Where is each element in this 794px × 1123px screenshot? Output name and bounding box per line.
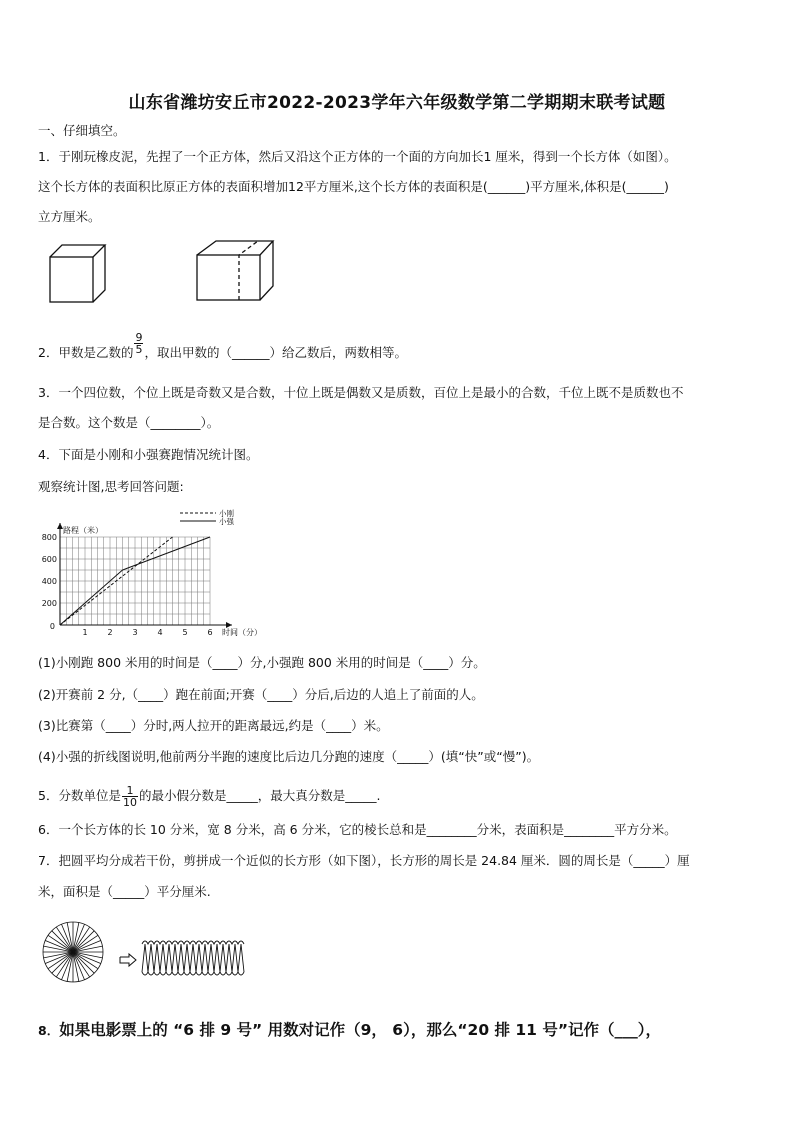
x-tick-label: 2 — [107, 628, 113, 637]
approx-rectangle — [142, 941, 244, 975]
origin-label: 0 — [49, 622, 55, 631]
x-axis-label: 时间（分） — [222, 628, 262, 637]
divided-circle — [43, 922, 103, 982]
x-tick-label: 4 — [157, 628, 163, 637]
q1-line2: 这个长方体的表面积比原正方体的表面积增加12平方厘米,这个长方体的表面积是(______)平方厘米,体积是(______) — [38, 179, 669, 194]
circle-to-rectangle-figure — [40, 918, 260, 990]
q4-line1: 4．下面是小刚和小强赛跑情况统计图。 — [38, 447, 259, 462]
section-heading: 一、仔细填空。 — [38, 123, 126, 138]
q2-fraction: $\frac{9}{5}$ — [135, 331, 143, 356]
cuboid-figure — [197, 241, 273, 300]
y-tick-label: 600 — [41, 555, 57, 564]
cube-figure — [50, 245, 105, 302]
x-tick-label: 5 — [182, 628, 188, 637]
legend-label: 小强 — [219, 517, 234, 526]
q4-line2: 观察统计图,思考回答问题: — [38, 479, 184, 494]
q6: 6．一个长方体的长 10 分米，宽 8 分米，高 6 分米，它的棱长总和是________分米，表面积是________平方分米。 — [38, 822, 677, 837]
q2: 2．甲数是乙数的 $\frac{9}{5}$ ，取出甲数的（______）给乙数后，两数相等。 — [38, 331, 407, 360]
q5: 5．分数单位是 $\frac{1}{10}$ 的最小假分数是_____，最大真分数是_____. — [38, 784, 381, 809]
q1-line1: 1．于刚玩橡皮泥，先捏了一个正方体，然后又沿这个正方体的一个面的方向加长1 厘米，得到一个长方体（如图）。 — [38, 149, 677, 164]
legend-label: 小刚 — [219, 509, 234, 518]
y-tick-label: 400 — [41, 577, 57, 586]
y-axis-label: 路程（米） — [63, 526, 103, 535]
q1-line3: 立方厘米。 — [38, 209, 101, 224]
q8: 8．如果电影票上的 “6 排 9 号” 用数对记作（9， 6），那么“20 排 11 号”记作（___）， — [38, 1021, 662, 1039]
race-line-chart — [36, 508, 276, 640]
q4-sub2: (2)开赛前 2 分,（____）跑在前面;开赛（____）分后,后边的人追上了前面的人。 — [38, 687, 484, 702]
y-tick-label: 800 — [41, 533, 57, 542]
y-tick-label: 200 — [41, 599, 57, 608]
q7-line1: 7．把圆平均分成若干份，剪拼成一个近似的长方形（如下图），长方形的周长是 24.84 厘米．圆的周长是（_____）厘 — [38, 853, 690, 868]
q5-fraction: $\frac{1}{10}$ — [122, 784, 137, 809]
x-tick-label: 6 — [207, 628, 213, 637]
x-tick-label: 1 — [82, 628, 88, 637]
arrow-icon — [120, 954, 136, 966]
q7-line2: 米，面积是（_____）平分厘米. — [38, 884, 211, 899]
q4-sub3: (3)比赛第（____）分时,两人拉开的距离最远,约是（____）米。 — [38, 718, 389, 733]
page-title: 山东省潍坊安丘市2022-2023学年六年级数学第二学期期末联考试题 — [128, 93, 666, 113]
q4-sub1: (1)小刚跑 800 米用的时间是（____）分,小强跑 800 米用的时间是（____）分。 — [38, 655, 486, 670]
q4-sub4: (4)小强的折线图说明,他前两分半跑的速度比后边几分跑的速度（_____）(填“快”或“慢”)。 — [38, 749, 540, 764]
q3-line2: 是合数。这个数是（________）。 — [38, 415, 220, 430]
cube-figures — [40, 236, 290, 316]
x-tick-label: 3 — [132, 628, 138, 637]
q3-line1: 3．一个四位数，个位上既是奇数又是合数，十位上既是偶数又是质数，百位上是最小的合数，千位上既不是质数也不 — [38, 385, 684, 400]
